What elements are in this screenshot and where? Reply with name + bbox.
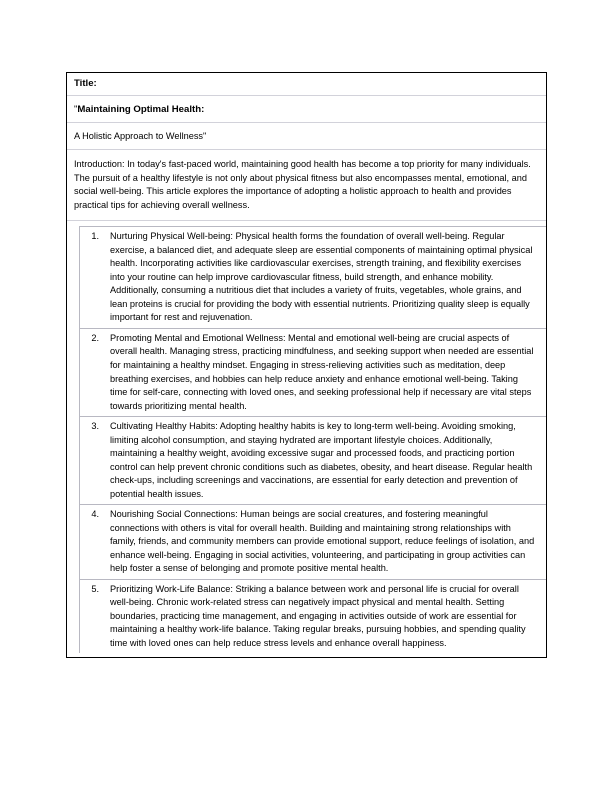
title-label: Title: — [74, 78, 97, 89]
introduction-paragraph: Introduction: In today's fast-paced world, maintaining good health has become a top priority for many individuals. The pursuit of a healthy lifestyle is not only about physical fitness but also encompasses mental, emotional, and social well-being. This article explores the importance of adopting a holistic approach to health and provides practical tips for achieving overall wellness. — [74, 159, 531, 210]
list-item — [80, 417, 546, 505]
list-item — [80, 580, 546, 654]
table-row-list — [67, 221, 546, 657]
list-item-text: Cultivating Healthy Habits: Adopting healthy habits is key to long-term well-being. Avoiding smoking, limiting alcohol consumption, and staying hydrated are important lifestyle choices. Additionally, maintaining a healthy weight, avoiding excessive sugar and processed foods, and practicing portion control can help prevent chronic conditions such as diabetes, obesity, and heart disease. Regular health check-ups, including screenings and vaccinations, are essential for early detection and prevention of potential health issues. — [110, 421, 533, 499]
table-row-heading — [67, 96, 546, 124]
heading-text: Maintaining Optimal Health: — [77, 103, 205, 115]
list-item-text: Prioritizing Work-Life Balance: Striking a balance between work and personal life is crucial for overall well-being. Chronic work-related stress can negatively impact physical and mental health. Setting boundaries, practicing time management, and engaging in activities outside of work are essential for maintaining a healthy work-life balance. Taking regular breaks, pursuing hobbies, and spending quality time with loved ones can help reduce stress levels and enhance overall happiness. — [110, 583, 526, 648]
list-item-number: 1. — [91, 231, 99, 242]
list-item-number: 3. — [91, 421, 99, 432]
list-item — [80, 329, 546, 417]
opening-quote: " — [74, 103, 78, 115]
table-row-title-label — [67, 73, 546, 96]
document-table — [66, 72, 547, 658]
list-item-text: Nourishing Social Connections: Human beings are social creatures, and fostering meaningful connections with others is vital for overall health. Building and maintaining strong relationships with family, friends, and community members can provide emotional support, reduce feelings of isolation, and enhance well-being. Engaging in social activities, volunteering, and participating in group activities can help foster a sense of belonging and promote positive mental health. — [110, 509, 535, 574]
list-item-number: 5. — [91, 583, 99, 594]
list-item-text: Promoting Mental and Emotional Wellness: Mental and emotional well-being are crucial aspects of overall health. Managing stress, practicing mindfulness, and seeking support when needed are essential for maintaining a healthy mindset. Engaging in stress-relieving activities such as meditation, deep breathing exercises, and hobbies can help reduce anxiety and enhance emotional well-being. Taking time for self-care, connecting with loved ones, and seeking professional help if necessary are vital steps towards prioritizing mental health. — [110, 332, 534, 411]
list-item — [80, 227, 546, 329]
list-item-number: 2. — [91, 332, 99, 343]
list-item-text: Nurturing Physical Well-being: Physical health forms the foundation of overall well-being. Regular exercise, a balanced diet, and adequate sleep are essential components of maintaining optimal physical health. Incorporating activities like cardiovascular exercises, strength training, and flexibility exercises into your routine can help improve cardiovascular fitness, build strength, and enhance mobility. Additionally, consuming a nutritious diet that includes a variety of fruits, vegetables, whole grains, and lean proteins is crucial for providing the body with essential nutrients. Prioritizing quality sleep is equally important for rest and rejuvenation. — [110, 231, 533, 323]
table-row-subheading — [67, 123, 546, 150]
document-subheading: A Holistic Approach to Wellness" — [74, 131, 207, 142]
list-item — [80, 505, 546, 580]
numbered-list-wrapper — [67, 221, 546, 657]
list-item-number: 4. — [91, 509, 99, 520]
document-heading — [67, 96, 546, 123]
numbered-list-table — [79, 226, 546, 653]
table-row-introduction — [67, 150, 546, 221]
